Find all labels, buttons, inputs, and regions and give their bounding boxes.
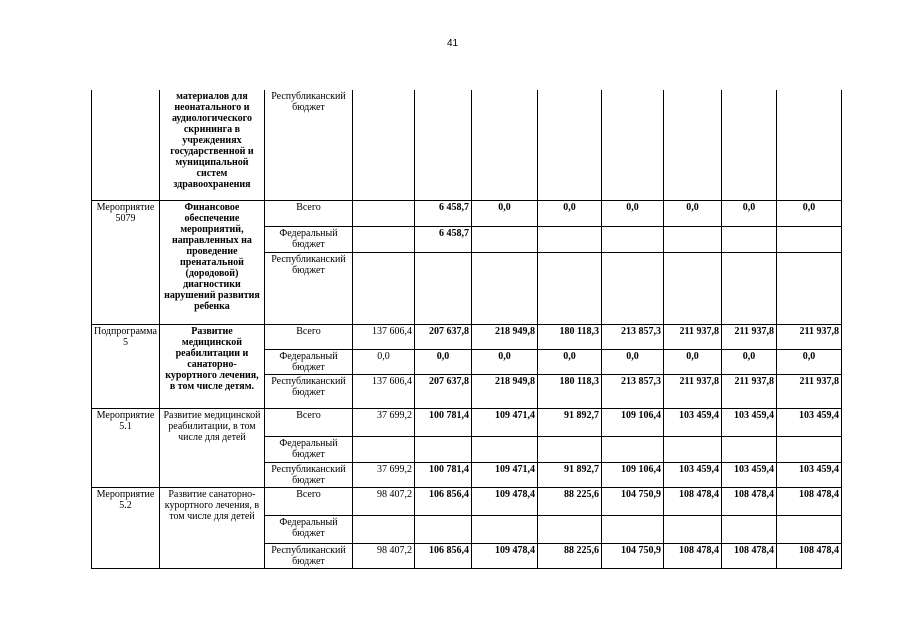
table-row [92, 487, 842, 515]
value-cell [721, 90, 776, 200]
value-cell [721, 436, 776, 462]
value-cell: 0,0 [663, 349, 721, 374]
value-cell: 104 750,9 [601, 543, 663, 568]
value-cell [601, 226, 663, 252]
value-cell: 0,0 [776, 200, 841, 226]
value-cell [721, 252, 776, 324]
value-cell: 137 606,4 [352, 374, 414, 408]
value-cell: 213 857,3 [601, 374, 663, 408]
value-cell: 218 949,8 [471, 324, 537, 349]
value-cell: 109 106,4 [601, 462, 663, 487]
measure-code: Мероприятие 5079 [92, 200, 160, 324]
value-cell [414, 515, 471, 543]
value-cell [414, 90, 471, 200]
value-cell: 103 459,4 [721, 462, 776, 487]
value-cell: 108 478,4 [721, 543, 776, 568]
measure-code: Подпрограмма 5 [92, 324, 160, 408]
value-cell: 211 937,8 [721, 324, 776, 349]
value-cell [601, 436, 663, 462]
value-cell: 0,0 [471, 200, 537, 226]
value-cell: 109 106,4 [601, 408, 663, 436]
value-cell: 106 856,4 [414, 543, 471, 568]
value-cell [776, 515, 841, 543]
measure-name: Развитие санаторно-курортного лечения, в том числе для детей [159, 487, 264, 568]
value-cell [663, 436, 721, 462]
source-federal: Федеральный бюджет [264, 436, 352, 462]
value-cell: 0,0 [721, 349, 776, 374]
source-total: Всего [264, 408, 352, 436]
value-cell: 106 856,4 [414, 487, 471, 515]
value-cell: 211 937,8 [776, 374, 841, 408]
value-cell [537, 436, 601, 462]
value-cell [352, 200, 414, 226]
value-cell [537, 226, 601, 252]
value-cell [537, 90, 601, 200]
value-cell: 98 407,2 [352, 543, 414, 568]
value-cell: 0,0 [537, 200, 601, 226]
value-cell: 103 459,4 [776, 462, 841, 487]
value-cell: 103 459,4 [663, 408, 721, 436]
source-republican: Республиканский бюджет [264, 543, 352, 568]
value-cell: 91 892,7 [537, 408, 601, 436]
value-cell: 37 699,2 [352, 462, 414, 487]
value-cell [352, 436, 414, 462]
value-cell: 103 459,4 [721, 408, 776, 436]
value-cell [352, 252, 414, 324]
table-row [92, 324, 842, 349]
value-cell [721, 226, 776, 252]
value-cell [352, 226, 414, 252]
value-cell [471, 226, 537, 252]
value-cell: 0,0 [721, 200, 776, 226]
value-cell [663, 226, 721, 252]
value-cell [663, 515, 721, 543]
value-cell: 108 478,4 [776, 543, 841, 568]
value-cell: 0,0 [776, 349, 841, 374]
value-cell: 207 637,8 [414, 324, 471, 349]
value-cell: 109 478,4 [471, 543, 537, 568]
measure-code: Мероприятие 5.1 [92, 408, 160, 487]
value-cell [471, 436, 537, 462]
value-cell [471, 515, 537, 543]
measure-name: материалов для неонатального и аудиологического скрининга в учреждениях государственной и муниципальной систем здравоохранения [159, 90, 264, 200]
value-cell [776, 436, 841, 462]
value-cell [471, 252, 537, 324]
value-cell: 109 471,4 [471, 408, 537, 436]
value-cell: 88 225,6 [537, 543, 601, 568]
value-cell [601, 90, 663, 200]
value-cell: 207 637,8 [414, 374, 471, 408]
value-cell: 6 458,7 [414, 200, 471, 226]
value-cell: 108 478,4 [776, 487, 841, 515]
value-cell [414, 436, 471, 462]
value-cell [414, 252, 471, 324]
value-cell: 108 478,4 [663, 487, 721, 515]
value-cell: 104 750,9 [601, 487, 663, 515]
value-cell: 37 699,2 [352, 408, 414, 436]
budget-table [91, 90, 842, 569]
measure-name: Развитие медицинской реабилитации и санаторно-курортного лечения, в том числе детям. [159, 324, 264, 408]
value-cell [663, 90, 721, 200]
measure-code: Мероприятие 5.2 [92, 487, 160, 568]
measure-name: Развитие медицинской реабилитации, в том числе для детей [159, 408, 264, 487]
value-cell: 91 892,7 [537, 462, 601, 487]
value-cell: 211 937,8 [721, 374, 776, 408]
value-cell [776, 226, 841, 252]
source-federal: Федеральный бюджет [264, 226, 352, 252]
value-cell: 0,0 [414, 349, 471, 374]
source-total: Всего [264, 324, 352, 349]
value-cell: 108 478,4 [663, 543, 721, 568]
value-cell [537, 252, 601, 324]
source-federal: Федеральный бюджет [264, 515, 352, 543]
value-cell: 211 937,8 [663, 374, 721, 408]
value-cell: 6 458,7 [414, 226, 471, 252]
value-cell: 88 225,6 [537, 487, 601, 515]
source-republican: Республиканский бюджет [264, 252, 352, 324]
measure-code [92, 90, 160, 200]
value-cell: 0,0 [352, 349, 414, 374]
value-cell: 211 937,8 [776, 324, 841, 349]
source-total: Всего [264, 487, 352, 515]
value-cell: 137 606,4 [352, 324, 414, 349]
value-cell: 100 781,4 [414, 462, 471, 487]
value-cell: 180 118,3 [537, 374, 601, 408]
value-cell: 103 459,4 [663, 462, 721, 487]
value-cell: 100 781,4 [414, 408, 471, 436]
value-cell: 0,0 [471, 349, 537, 374]
value-cell: 211 937,8 [663, 324, 721, 349]
source-republican: Республиканский бюджет [264, 90, 352, 200]
value-cell [601, 515, 663, 543]
value-cell: 0,0 [601, 349, 663, 374]
value-cell: 218 949,8 [471, 374, 537, 408]
measure-name: Финансовое обеспечение мероприятий, направленных на проведение пренатальной (дородовой) диагностики нарушений развития ребенка [159, 200, 264, 324]
value-cell [352, 515, 414, 543]
value-cell [471, 90, 537, 200]
value-cell: 108 478,4 [721, 487, 776, 515]
value-cell: 0,0 [537, 349, 601, 374]
value-cell: 98 407,2 [352, 487, 414, 515]
value-cell: 180 118,3 [537, 324, 601, 349]
value-cell [601, 252, 663, 324]
value-cell [352, 90, 414, 200]
value-cell [776, 90, 841, 200]
source-total: Всего [264, 200, 352, 226]
source-republican: Республиканский бюджет [264, 374, 352, 408]
value-cell [776, 252, 841, 324]
value-cell [537, 515, 601, 543]
page-number: 41 [446, 38, 459, 49]
value-cell [663, 252, 721, 324]
value-cell: 109 478,4 [471, 487, 537, 515]
table-row [92, 200, 842, 226]
value-cell: 109 471,4 [471, 462, 537, 487]
value-cell: 0,0 [663, 200, 721, 226]
source-federal: Федеральный бюджет [264, 349, 352, 374]
source-republican: Республиканский бюджет [264, 462, 352, 487]
value-cell: 213 857,3 [601, 324, 663, 349]
value-cell: 0,0 [601, 200, 663, 226]
value-cell [721, 515, 776, 543]
table-row [92, 408, 842, 436]
table-row [92, 90, 842, 200]
value-cell: 103 459,4 [776, 408, 841, 436]
